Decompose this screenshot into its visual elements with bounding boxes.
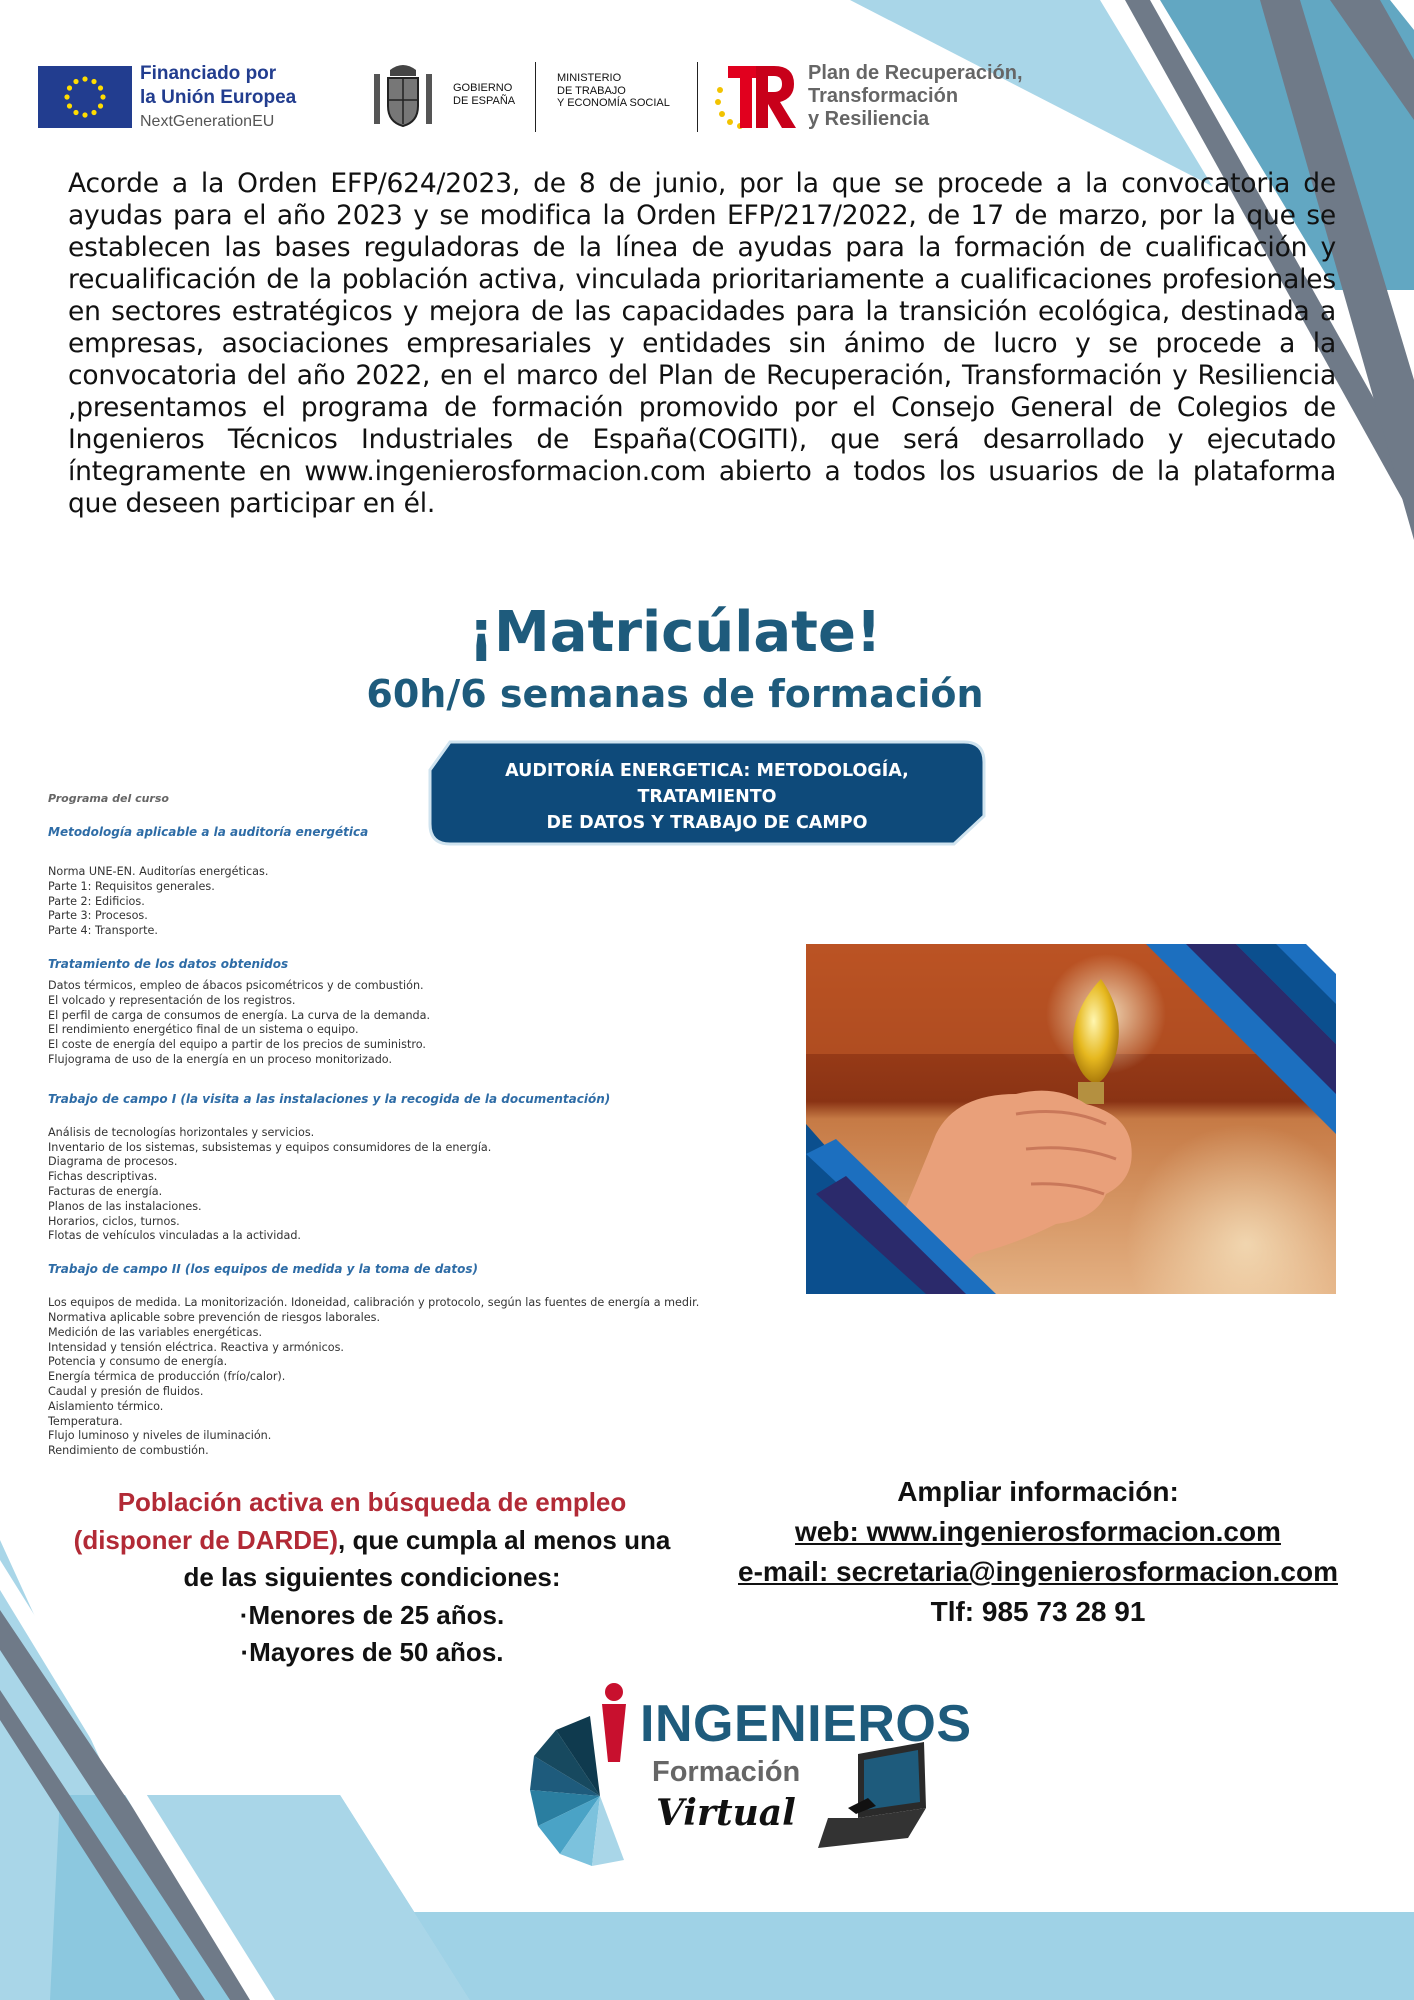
course-title-line-2: TRATAMIENTO	[637, 787, 777, 807]
logo-word-formacion: Formación	[652, 1756, 801, 1788]
logo-word-virtual: Virtual	[656, 1792, 796, 1834]
program-section-title: Metodología aplicable a la auditoría energética	[48, 825, 369, 839]
prtr-line-2: Transformación	[808, 85, 959, 107]
requirement-highlight: Población activa en búsqueda de empleo (disponer de DARDE)	[73, 1487, 627, 1555]
course-program	[48, 792, 768, 1477]
intro-paragraph: Acorde a la Orden EFP/624/2023, de 8 de junio, por la que se procede a la convocatoria de ayudas para el año 2023 y se modifica la Orden EFP/217/2022, de 17 de marzo, por la que se establecen las bases reguladoras de la línea de ayudas para la formación de cualificación y recualificación de la población activa, vinculada prioritariamente a cualificaciones profesionales en sectores estratégicos y mejora de las capacidades para la transición ecológica, destinada a empresas, asociaciones empresariales y entidades sin ánimo de lucro y se procede a la convocatoria del año 2022, en el marco del Plan de Recuperación, Transformación y Resiliencia ,presentamos el programa de formación promovido por el Consejo General de Colegios de Ingenieros Técnicos Industriales de España(COGITI), que será desarrollado y ejecutado íntegramente en www.ingenierosformacion.com abierto a todos los usuarios de la plataforma que deseen participar en él.	[68, 168, 1336, 519]
program-item: Inventario de los sistemas, subsistemas y equipos consumidores de la energía.	[48, 1140, 492, 1154]
program-item: El volcado y representación de los registros.	[48, 993, 296, 1007]
program-section	[48, 1262, 768, 1459]
condition-over-50: ·Mayores de 50 años.	[240, 1637, 504, 1667]
enroll-headline: ¡Matricúlate!	[468, 600, 882, 665]
program-item: Intensidad y tensión eléctrica. Reactiva y armónicos.	[48, 1340, 344, 1354]
program-item: Rendimiento de combustión.	[48, 1444, 209, 1458]
prtr-text	[808, 62, 1098, 131]
gobierno-espana-text	[453, 82, 533, 108]
program-item: Parte 2: Edificios.	[48, 894, 145, 908]
eu-flag-logo	[38, 66, 132, 128]
gobierno-line-2: DE ESPAÑA	[453, 95, 516, 107]
eu-line-2: la Unión Europea	[140, 87, 297, 108]
email-link[interactable]: e-mail: secretaria@ingenierosformacion.com	[738, 1556, 1338, 1587]
contact-heading: Ampliar información:	[897, 1476, 1179, 1507]
condition-under-25: ·Menores de 25 años.	[239, 1599, 505, 1630]
program-section-title: Trabajo de campo I (la visita a las instalaciones y la recogida de la documentación)	[48, 1091, 611, 1106]
program-item: Parte 3: Procesos.	[48, 909, 148, 923]
program-item: Flujo luminoso y niveles de iluminación.	[48, 1429, 272, 1443]
hand-lightbulb-photo	[806, 944, 1336, 1294]
program-section	[48, 1092, 768, 1244]
eu-funding-text	[140, 62, 330, 134]
program-item: Parte 4: Transporte.	[48, 924, 158, 938]
program-item: Facturas de energía.	[48, 1184, 163, 1198]
program-item: Parte 1: Requisitos generales.	[48, 879, 215, 893]
contact-info	[700, 1472, 1376, 1632]
program-item: Normativa aplicable sobre prevención de riesgos laborales.	[48, 1310, 381, 1324]
prtr-tr-logo-icon	[712, 62, 802, 134]
program-item: Aislamiento térmico.	[48, 1399, 164, 1413]
eu-line-3: NextGenerationEU	[140, 113, 275, 130]
gobierno-line-1: GOBIERNO	[453, 82, 513, 94]
program-label: Programa del curso	[48, 792, 169, 805]
program-item: Potencia y consumo de energía.	[48, 1355, 228, 1369]
program-section-title: Tratamiento de los datos obtenidos	[48, 956, 289, 971]
eligibility-requirements	[60, 1484, 684, 1672]
program-item: Medición de las variables energéticas.	[48, 1325, 263, 1339]
program-item: El rendimiento energético final de un sistema o equipo.	[48, 1023, 359, 1037]
program-section	[48, 825, 768, 939]
requirement-text: , que cumpla al menos una de las siguientes condiciones:	[183, 1524, 671, 1592]
program-section-title: Trabajo de campo II (los equipos de medida y la toma de datos)	[48, 1262, 479, 1277]
ministerio-text	[557, 72, 677, 110]
program-item: Análisis de tecnologías horizontales y servicios.	[48, 1125, 315, 1139]
course-title-line-1: AUDITORÍA ENERGETICA: METODOLOGÍA,	[505, 761, 909, 781]
ministerio-line-2: DE TRABAJO	[557, 84, 626, 97]
header-divider	[535, 62, 536, 132]
course-title-line-3: DE DATOS Y TRABAJO DE CAMPO	[546, 813, 868, 833]
program-item: Fichas descriptivas.	[48, 1170, 158, 1184]
website-link[interactable]: web: www.ingenierosformacion.com	[795, 1516, 1281, 1547]
program-item: El perfil de carga de consumos de energía. La curva de la demanda.	[48, 1008, 431, 1022]
ministerio-line-3: Y ECONOMÍA SOCIAL	[557, 97, 670, 109]
program-item: El coste de energía del equipo a partir de los precios de suministro.	[48, 1038, 426, 1052]
program-item: Temperatura.	[48, 1414, 123, 1428]
spain-coat-of-arms-icon	[370, 60, 436, 132]
phone-number: Tlf: 985 73 28 91	[930, 1596, 1146, 1627]
logo-word-ingenieros: INGENIEROS	[640, 1695, 972, 1753]
course-duration: 60h/6 semanas de formación	[366, 672, 984, 716]
program-item: Los equipos de medida. La monitorización. Idoneidad, calibración y protocolo, según las fuentes de energía a medir.	[48, 1296, 700, 1310]
program-item: Norma UNE-EN. Auditorías energéticas.	[48, 865, 269, 878]
ministerio-line-1: MINISTERIO	[557, 72, 622, 84]
program-item: Diagrama de procesos.	[48, 1155, 178, 1169]
ingenieros-formacion-logo	[528, 1678, 972, 1868]
prtr-line-1: Plan de Recuperación,	[808, 62, 1023, 84]
prtr-line-3: y Resiliencia	[808, 108, 930, 130]
program-item: Flotas de vehículos vinculadas a la actividad.	[48, 1229, 301, 1243]
program-section	[48, 957, 768, 1068]
eu-line-1: Financiado por	[140, 63, 277, 84]
program-item: Datos térmicos, empleo de ábacos psicométricos y de combustión.	[48, 978, 424, 992]
program-item: Horarios, ciclos, turnos.	[48, 1214, 180, 1228]
program-item: Caudal y presión de fluidos.	[48, 1384, 204, 1398]
program-item: Planos de las instalaciones.	[48, 1199, 202, 1213]
header-divider	[697, 62, 698, 132]
program-item: Flujograma de uso de la energía en un proceso monitorizado.	[48, 1052, 392, 1066]
program-item: Energía térmica de producción (frío/calor).	[48, 1370, 286, 1384]
